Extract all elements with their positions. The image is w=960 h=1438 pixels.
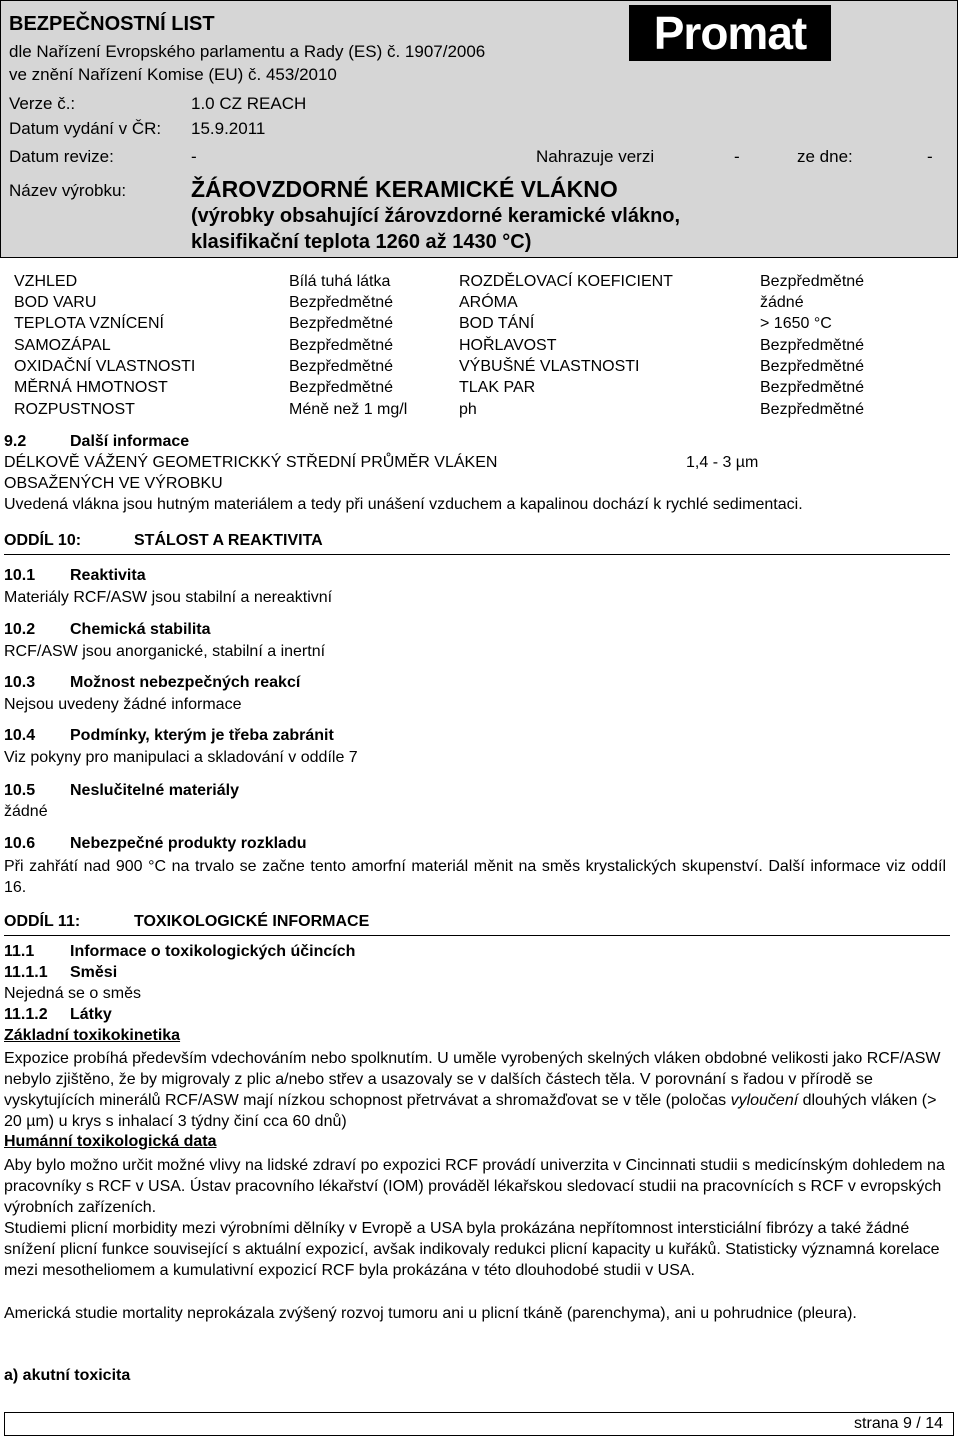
section-10-heading bbox=[4, 532, 950, 555]
regulation-line-1: dle Nařízení Evropského parlamentu a Rady (ES) č. 1907/2006 bbox=[9, 42, 486, 61]
subsection-11-1-1-number: 11.1.1 bbox=[4, 964, 48, 981]
human-data-paragraph-3: Americká studie mortality neprokázala zvýšený rozvoj tumoru ani u plicní tkáně (parenchyma), ani u pohrudnice (pleura). bbox=[4, 1305, 857, 1322]
section-10-number: ODDÍL 10: bbox=[4, 532, 82, 549]
subsection-text: Viz pokyny pro manipulaci a skladování v oddíle 7 bbox=[4, 749, 358, 766]
subsection-text: Materiály RCF/ASW jsou stabilní a nereaktivní bbox=[4, 589, 333, 606]
issue-date-value: 15.9.2011 bbox=[191, 119, 266, 138]
property-label: OXIDAČNÍ VLASTNOSTI bbox=[14, 358, 196, 375]
property-value: Bezpředmětné bbox=[289, 358, 394, 375]
subsection-number: 10.2 bbox=[4, 621, 36, 638]
subsection-text: žádné bbox=[4, 803, 48, 820]
subsection-11-1-1-text: Nejedná se o směs bbox=[4, 985, 141, 1002]
subsection-11-1-2-title: Látky bbox=[70, 1006, 112, 1023]
property-label: TEPLOTA VZNÍCENÍ bbox=[14, 315, 164, 332]
subsection-text: RCF/ASW jsou anorganické, stabilní a inertní bbox=[4, 643, 326, 660]
subsection-title: Nebezpečné produkty rozkladu bbox=[70, 835, 307, 852]
toxicokinetics-text-italic: vyloučení bbox=[730, 1092, 799, 1109]
subsection-title: Neslučitelné materiály bbox=[70, 782, 239, 799]
human-data-heading: Humánní toxikologická data bbox=[4, 1133, 217, 1150]
property-label: BOD VARU bbox=[14, 294, 97, 311]
toxicokinetics-text-part: Expozice probíhá především vdechováním nebo spolknutím. U uměle vyrobených skelných vláken obdobné velikosti jako RCF/ASW nebylo zjištěno, že by migrovaly z plic a/nebo střev a usazovaly se v dalších částech těla. V porovnání s řadou v přírodě se vyskytujících minerálů RCF/ASW mají nízkou schopnost přetrvávat a shromažďovat se v těle (poločas bbox=[4, 1050, 941, 1109]
fiber-diameter-value: 1,4 - 3 µm bbox=[686, 454, 759, 471]
property-value: Bezpředmětné bbox=[760, 358, 865, 375]
property-label: BOD TÁNÍ bbox=[459, 315, 535, 332]
subsection-title: Možnost nebezpečných reakcí bbox=[70, 674, 301, 691]
property-value: Bezpředmětné bbox=[289, 315, 394, 332]
subsection-number: 10.3 bbox=[4, 674, 36, 691]
product-name: ŽÁROVZDORNÉ KERAMICKÉ VLÁKNO bbox=[191, 176, 618, 202]
subsection-11-1-2-number: 11.1.2 bbox=[4, 1006, 48, 1023]
acute-toxicity-heading: a) akutní toxicita bbox=[4, 1367, 131, 1384]
page-footer bbox=[4, 1412, 954, 1436]
section-11-number: ODDÍL 11: bbox=[4, 913, 81, 930]
promat-logo: Promat bbox=[629, 5, 831, 61]
date-label: ze dne: bbox=[797, 147, 853, 166]
property-value: > 1650 °C bbox=[760, 315, 832, 332]
property-label: TLAK PAR bbox=[459, 379, 536, 396]
property-value: Bílá tuhá látka bbox=[289, 273, 391, 290]
issue-date-label: Datum vydání v ČR: bbox=[9, 119, 162, 138]
section-11-title: TOXIKOLOGICKÉ INFORMACE bbox=[134, 913, 370, 930]
section-10-title: STÁLOST A REAKTIVITA bbox=[134, 532, 323, 549]
property-value: Bezpředmětné bbox=[760, 337, 865, 354]
property-value: Bezpředmětné bbox=[760, 401, 865, 418]
human-data-paragraph-1: Aby bylo možno určit možné vlivy na lidské zdraví po expozici RCF provádí univerzita v Cincinnati studii s medicínským dohledem na pracovníky s RCF v USA. Ústav pracovního lékařství (IOM) prováděl lékařskou sledovací studii na pracovnících s RCF v evropských výrobních zařízeních. bbox=[4, 1157, 945, 1216]
property-value: Bezpředmětné bbox=[289, 379, 394, 396]
property-value: Méně než 1 mg/l bbox=[289, 401, 408, 418]
subsection-text: Nejsou uvedeny žádné informace bbox=[4, 696, 242, 713]
subsection-title: Reaktivita bbox=[70, 567, 146, 584]
subsection-title: Chemická stabilita bbox=[70, 621, 211, 638]
section-11-heading bbox=[4, 913, 950, 936]
property-label: SAMOZÁPAL bbox=[14, 337, 111, 354]
subsection-11-1-1-title: Směsi bbox=[70, 964, 118, 981]
sedimentation-note: Uvedená vlákna jsou hutným materiálem a tedy při unášení vzduchem a kapalinou dochází k rychlé sedimentaci. bbox=[4, 496, 803, 513]
property-value: Bezpředmětné bbox=[289, 337, 394, 354]
document-header bbox=[0, 0, 958, 258]
property-label: HOŘLAVOST bbox=[459, 337, 557, 354]
subsection-11-1-number: 11.1 bbox=[4, 943, 35, 960]
revision-value: - bbox=[191, 147, 197, 166]
property-value: Bezpředmětné bbox=[760, 273, 865, 290]
property-label: VÝBUŠNÉ VLASTNOSTI bbox=[459, 358, 640, 375]
property-value: Bezpředmětné bbox=[760, 379, 865, 396]
property-label: ROZDĚLOVACÍ KOEFICIENT bbox=[459, 273, 673, 290]
subsection-number: 10.6 bbox=[4, 835, 36, 852]
version-value: 1.0 CZ REACH bbox=[191, 94, 307, 113]
fiber-diameter-label-cont: OBSAŽENÝCH VE VÝROBKU bbox=[4, 475, 223, 492]
subsection-9-2-number: 9.2 bbox=[4, 433, 27, 450]
property-value: Bezpředmětné bbox=[289, 294, 394, 311]
subsection-number: 10.4 bbox=[4, 727, 36, 744]
replaces-label: Nahrazuje verzi bbox=[536, 147, 655, 166]
page-number: strana 9 / 14 bbox=[854, 1415, 943, 1432]
product-subtitle-2: klasifikační teplota 1260 až 1430 °C) bbox=[191, 231, 532, 253]
replaces-value: - bbox=[734, 147, 740, 166]
subsection-9-2-title: Další informace bbox=[70, 433, 190, 450]
property-label: MĚRNÁ HMOTNOST bbox=[14, 379, 168, 396]
toxicokinetics-heading: Základní toxikokinetika bbox=[4, 1027, 181, 1044]
date-value: - bbox=[927, 147, 933, 166]
subsection-number: 10.1 bbox=[4, 567, 36, 584]
product-label: Název výrobku: bbox=[9, 181, 127, 200]
subsection-text: Při zahřátí nad 900 °C na trvalo se začne tento amorfní materiál měnit na směs krystalických skupenství. Další informace viz oddíl 16. bbox=[4, 858, 946, 896]
product-subtitle-1: (výrobky obsahující žárovzdorné keramické vlákno, bbox=[191, 205, 681, 227]
revision-label: Datum revize: bbox=[9, 147, 114, 166]
subsection-11-1-title: Informace o toxikologických účincích bbox=[70, 943, 356, 960]
version-label: Verze č.: bbox=[9, 94, 76, 113]
subsection-title: Podmínky, kterým je třeba zabránit bbox=[70, 727, 334, 744]
regulation-line-2: ve znění Nařízení Komise (EU) č. 453/2010 bbox=[9, 65, 337, 84]
fiber-diameter-label: DÉLKOVĚ VÁŽENÝ GEOMETRICKKÝ STŘEDNÍ PRŮMĚR VLÁKEN bbox=[4, 454, 498, 471]
property-value: žádné bbox=[760, 294, 804, 311]
toxicokinetics-text bbox=[4, 1048, 946, 1132]
property-label: ph bbox=[459, 401, 477, 418]
property-label: VZHLED bbox=[14, 273, 78, 290]
subsection-number: 10.5 bbox=[4, 782, 36, 799]
human-data-paragraph-2: Studiemi plicní morbidity mezi výrobními dělníky v Evropě a USA byla prokázána nepřítomnost intersticiální fibrózy a také žádné snížení plicní funkce související s aktuální expozicí, avšak indikovaly redukci plicní kapacity u kuřáků. Statisticky významná korelace mezi mesotheliomem a kumulativní expozicí RCF byla prokázána v této dlouhodobé studii v USA. bbox=[4, 1220, 940, 1279]
property-label: ROZPUSTNOST bbox=[14, 401, 135, 418]
document-title: BEZPEČNOSTNÍ LIST bbox=[9, 13, 215, 35]
toxicokinetics-text-part: dlouhých vláken (> 20 µm) u krys s inhalací 3 týdny činí cca 60 dnů) bbox=[4, 1092, 937, 1130]
property-label: ARÓMA bbox=[459, 294, 518, 311]
